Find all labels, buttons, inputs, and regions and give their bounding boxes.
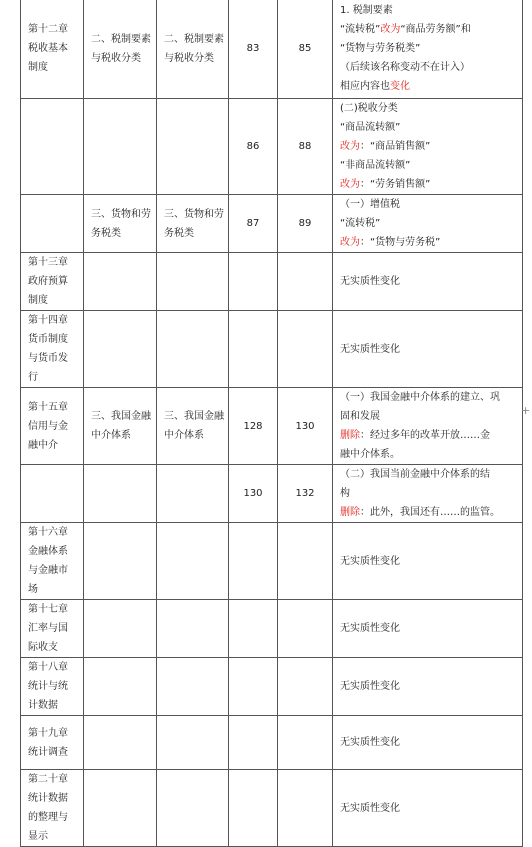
section-old-cell — [84, 253, 157, 311]
page-new-cell — [278, 253, 333, 311]
chapter-cell: 第十三章 政府预算 制度 — [21, 253, 84, 311]
content-line — [340, 619, 518, 638]
section-new-cell: 三、我国金融 中介体系 — [157, 388, 229, 465]
content-line — [340, 233, 518, 252]
edit-marker: 改为 — [340, 179, 360, 190]
chapter-cell: 第十五章 信用与金 融中介 — [21, 388, 84, 465]
page-new-cell — [278, 770, 333, 847]
content-text: 无实质性变化 — [340, 343, 400, 355]
edit-marker: 改为 — [380, 24, 401, 35]
content-text: 相应内容也 — [340, 81, 390, 92]
content-text: “流转税” — [340, 24, 381, 35]
section-old-cell — [84, 311, 157, 388]
content-line — [340, 552, 518, 571]
chapter-cell: 第二十章 统计数据 的整理与 显示 — [21, 770, 84, 847]
table-row — [21, 600, 523, 658]
content-line — [340, 388, 518, 407]
chapter-cell — [21, 195, 84, 253]
page-new-cell — [278, 658, 333, 716]
content-text: 无实质性变化 — [340, 623, 400, 634]
section-new-cell — [157, 770, 229, 847]
content-line — [340, 407, 518, 426]
change-content-cell — [333, 523, 523, 600]
content-line — [340, 799, 518, 818]
content-text: 无实质性变化 — [340, 555, 400, 567]
content-line — [340, 445, 518, 464]
table-row — [21, 253, 523, 311]
content-line — [340, 426, 518, 445]
content-line — [340, 58, 518, 77]
change-content-cell — [333, 600, 523, 658]
page-old-cell: 83 — [229, 0, 278, 99]
content-text: 固和发展 — [340, 411, 380, 422]
content-line — [340, 1, 518, 20]
section-old-cell — [84, 465, 157, 523]
change-content-cell — [333, 99, 523, 195]
table-row — [21, 388, 523, 465]
content-line — [340, 484, 518, 503]
content-line — [340, 214, 518, 233]
table-row — [21, 770, 523, 847]
section-old-cell — [84, 523, 157, 600]
table-row — [21, 465, 523, 523]
section-new-cell — [157, 465, 229, 523]
section-new-cell — [157, 99, 229, 195]
table-row — [21, 716, 523, 770]
section-old-cell — [84, 716, 157, 770]
content-text: ：经过多年的改革开放……金 — [360, 430, 490, 441]
content-text: ：“劳务销售额” — [360, 179, 431, 190]
content-line — [340, 156, 518, 175]
content-line — [340, 118, 518, 137]
content-line — [340, 340, 518, 359]
content-text: 无实质性变化 — [340, 681, 400, 692]
change-content-cell — [333, 465, 523, 523]
content-text: （二）我国当前金融中介体系的结 — [340, 469, 490, 480]
page-old-cell — [229, 716, 278, 770]
page-old-cell: 130 — [229, 465, 278, 523]
table-row — [21, 523, 523, 600]
page-new-cell: 88 — [278, 99, 333, 195]
table-row — [21, 658, 523, 716]
section-old-cell: 二、税制要素 与税收分类 — [84, 0, 157, 99]
chapter-cell — [21, 465, 84, 523]
page-old-cell: 87 — [229, 195, 278, 253]
content-text: ：“商品销售额” — [360, 141, 431, 152]
change-content-cell — [333, 658, 523, 716]
content-text: “货物与劳务税类” — [340, 43, 421, 54]
content-line — [340, 677, 518, 696]
content-line — [340, 20, 518, 39]
content-line — [340, 175, 518, 194]
table-row — [21, 0, 523, 99]
change-content-cell — [333, 716, 523, 770]
change-content-cell — [333, 253, 523, 311]
page-old-cell: 86 — [229, 99, 278, 195]
table-row — [21, 99, 523, 195]
edit-marker: 改为 — [340, 141, 360, 152]
page-new-cell: 85 — [278, 0, 333, 99]
change-content-cell — [333, 388, 523, 465]
section-new-cell — [157, 600, 229, 658]
section-new-cell — [157, 253, 229, 311]
chapter-cell: 第十九章 统计调查 — [21, 716, 84, 770]
page-old-cell — [229, 770, 278, 847]
change-content-cell — [333, 770, 523, 847]
content-line — [340, 195, 518, 214]
edit-marker: 变化 — [390, 81, 410, 92]
content-line — [340, 99, 518, 118]
chapter-cell: 第十七章 汇率与国 际收支 — [21, 600, 84, 658]
section-new-cell — [157, 716, 229, 770]
content-text: 无实质性变化 — [340, 802, 400, 814]
chapter-cell: 第十二章 税收基本 制度 — [21, 0, 84, 99]
section-new-cell — [157, 658, 229, 716]
section-old-cell — [84, 600, 157, 658]
content-line — [340, 77, 518, 96]
change-content-cell — [333, 195, 523, 253]
section-old-cell — [84, 99, 157, 195]
chapter-cell: 第十六章 金融体系 与金融市 场 — [21, 523, 84, 600]
section-old-cell — [84, 770, 157, 847]
page-old-cell — [229, 658, 278, 716]
content-text: （后续该名称变动不在计入） — [340, 62, 470, 73]
page-new-cell — [278, 600, 333, 658]
section-old-cell: 三、货物和劳 务税类 — [84, 195, 157, 253]
page-old-cell — [229, 311, 278, 388]
content-text: 构 — [340, 488, 350, 499]
section-new-cell — [157, 311, 229, 388]
edit-marker: 改为 — [340, 237, 360, 248]
page-old-cell — [229, 253, 278, 311]
chapter-cell: 第十八章 统计与统 计数据 — [21, 658, 84, 716]
section-old-cell — [84, 658, 157, 716]
table-row — [21, 195, 523, 253]
content-line — [340, 39, 518, 58]
add-column-handle[interactable]: + — [521, 404, 531, 417]
content-text: “商品劳务额”和 — [400, 24, 471, 35]
content-line — [340, 272, 518, 291]
content-text: 融中介体系。 — [340, 449, 400, 460]
content-text: ：此外，我国还有……的监管。 — [360, 507, 500, 518]
content-text: “非商品流转额” — [340, 160, 411, 171]
change-content-cell — [333, 311, 523, 388]
page-old-cell — [229, 600, 278, 658]
content-line — [340, 503, 518, 522]
edit-marker: 删除 — [340, 430, 360, 441]
changes-table — [20, 0, 523, 847]
edit-marker: 删除 — [340, 507, 360, 518]
content-line — [340, 465, 518, 484]
page-new-cell — [278, 311, 333, 388]
page-new-cell — [278, 716, 333, 770]
page-old-cell — [229, 523, 278, 600]
table-row — [21, 311, 523, 388]
content-text: “流转税” — [340, 218, 381, 229]
page-new-cell: 132 — [278, 465, 333, 523]
section-old-cell: 三、我国金融 中介体系 — [84, 388, 157, 465]
content-line — [340, 733, 518, 752]
page-old-cell: 128 — [229, 388, 278, 465]
content-text: 无实质性变化 — [340, 276, 400, 287]
change-content-cell — [333, 0, 523, 99]
page-new-cell — [278, 523, 333, 600]
section-new-cell: 二、税制要素 与税收分类 — [157, 0, 229, 99]
content-text: （一）我国金融中介体系的建立、巩 — [340, 392, 500, 403]
page-new-cell: 130 — [278, 388, 333, 465]
page-new-cell: 89 — [278, 195, 333, 253]
section-new-cell — [157, 523, 229, 600]
content-text: 1. 税制要素 — [340, 5, 393, 16]
chapter-cell: 第十四章 货币制度 与货币发 行 — [21, 311, 84, 388]
content-text: （一）增值税 — [340, 199, 400, 210]
section-new-cell: 三、货物和劳 务税类 — [157, 195, 229, 253]
content-text: 无实质性变化 — [340, 737, 400, 748]
content-text: ：“货物与劳务税” — [360, 237, 441, 248]
chapter-cell — [21, 99, 84, 195]
content-text: (二)税收分类 — [340, 103, 398, 114]
content-text: “商品流转额” — [340, 122, 401, 133]
content-line — [340, 137, 518, 156]
